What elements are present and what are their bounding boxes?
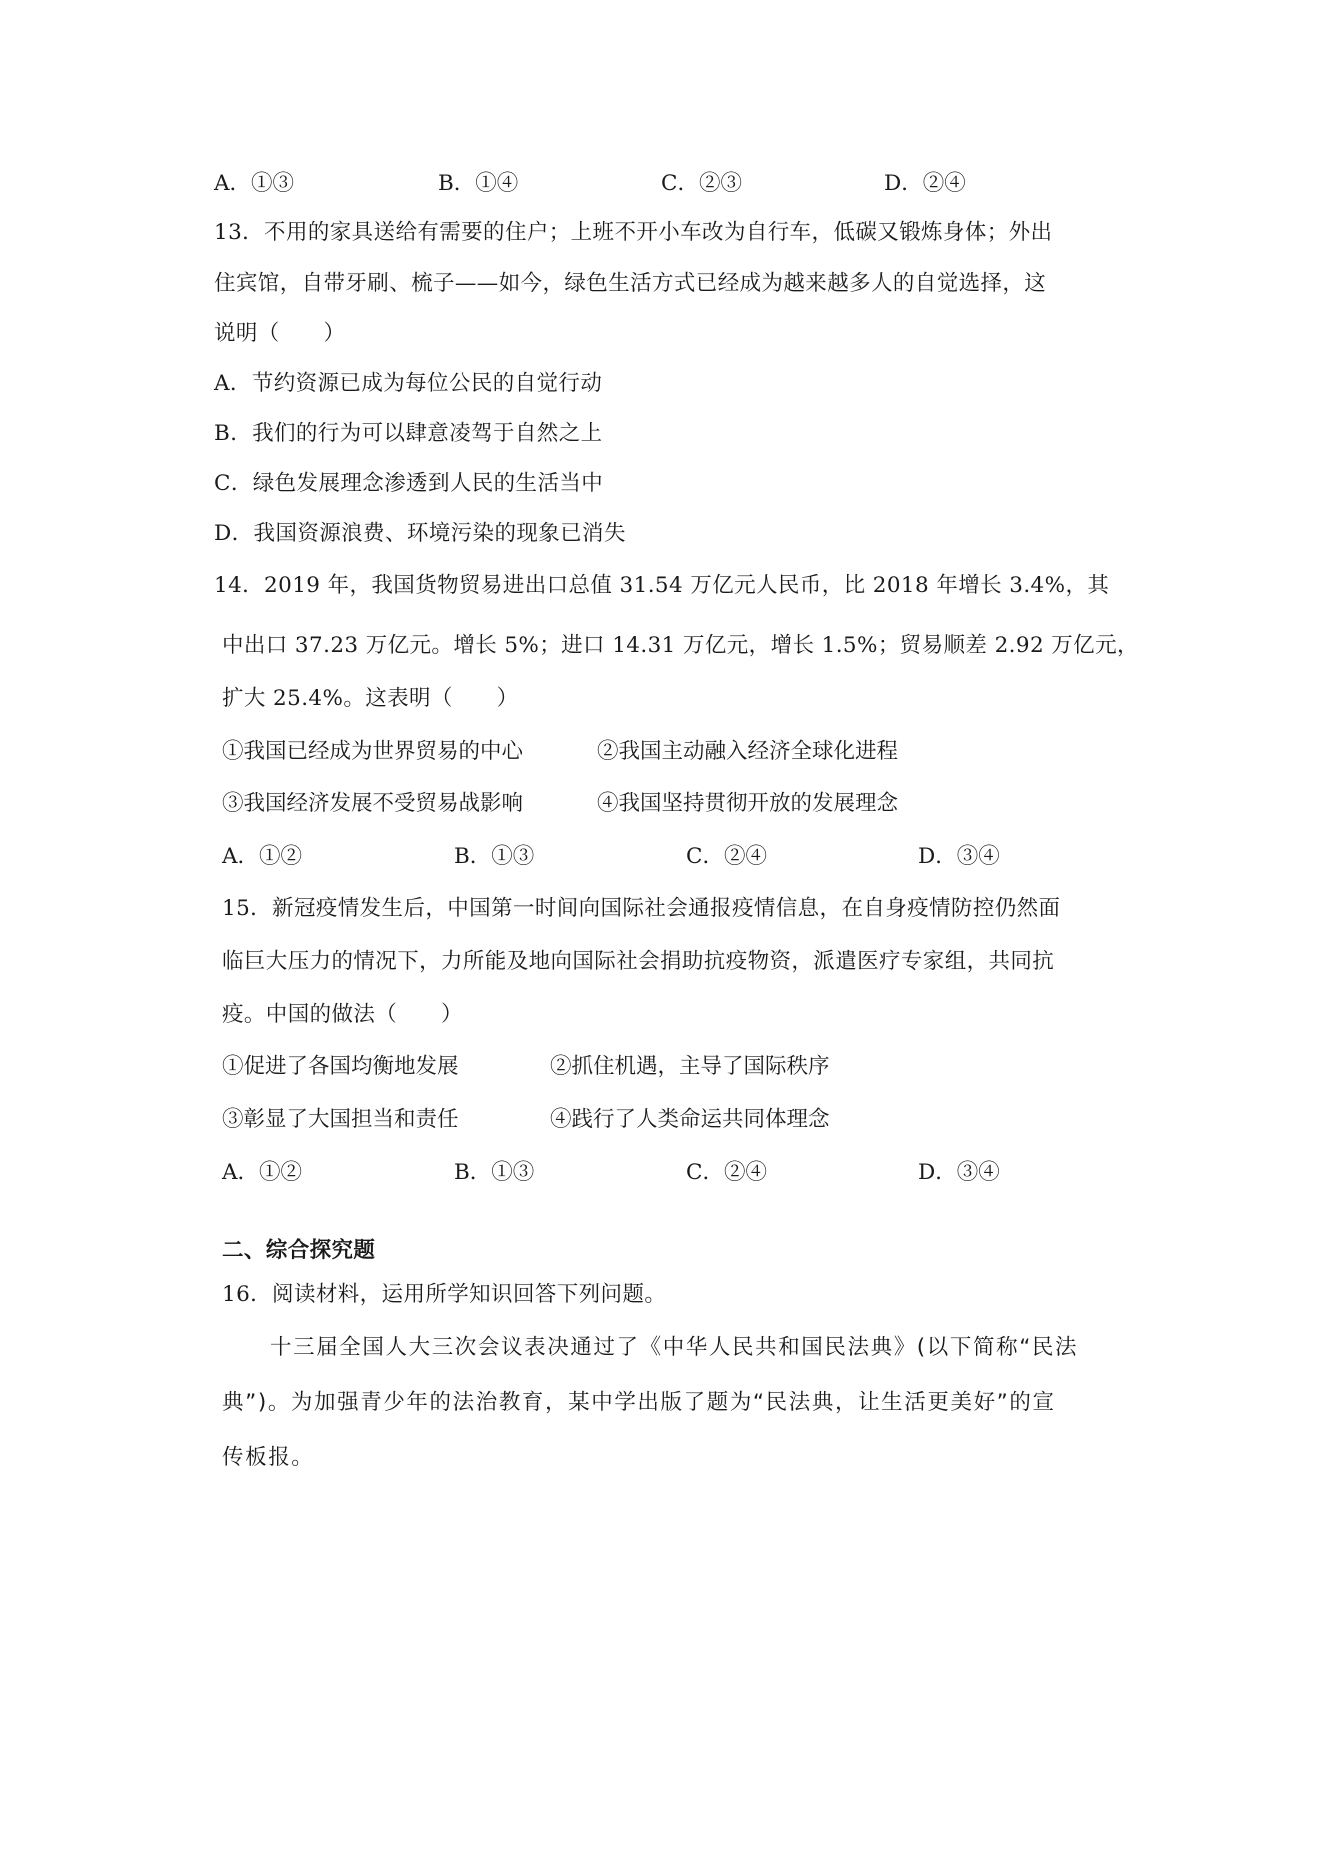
q16-material-line-1: 十三届全国人大三次会议表决通过了《中华人民共和国民法典》(以下简称“民法: [270, 1335, 1079, 1360]
q14-statement-2: ②我国主动融入经济全球化进程: [597, 739, 899, 764]
q15-statement-2: ②抓住机遇，主导了国际秩序: [550, 1054, 830, 1079]
q15-statement-3: ③彰显了大国担当和责任: [222, 1107, 459, 1132]
q14-option-b: B．①③: [454, 844, 535, 869]
q13-option-b: B．我们的行为可以肆意凌驾于自然之上: [214, 421, 603, 446]
q14-stem-line-3: 扩大 25.4%。这表明（ ）: [222, 686, 519, 711]
q13-stem-line-2: 住宾馆，自带牙刷、梳子——如今，绿色生活方式已经成为越来越多人的自觉选择，这: [214, 271, 1047, 296]
q12-option-a: A．①③: [214, 171, 295, 196]
q16-material-line-2: 典”)。为加强青少年的法治教育，某中学出版了题为“民法典，让生活更美好”的宣: [222, 1390, 1056, 1415]
q14-option-c: C．②④: [686, 844, 767, 869]
q15-option-b: B．①③: [454, 1160, 535, 1185]
q16-stem: 16．阅读材料，运用所学知识回答下列问题。: [222, 1282, 667, 1307]
q15-stem-line-3: 疫。中国的做法（ ）: [222, 1002, 463, 1027]
q14-option-a: A．①②: [222, 844, 303, 869]
q12-option-c: C．②③: [661, 171, 742, 196]
q12-option-d: D．②④: [884, 171, 966, 196]
q15-statement-4: ④践行了人类命运共同体理念: [550, 1107, 830, 1132]
q14-statement-1: ①我国已经成为世界贸易的中心: [222, 739, 524, 764]
q14-option-d: D．③④: [918, 844, 1000, 869]
q13-stem-line-3: 说明（ ）: [214, 321, 346, 346]
q15-option-a: A．①②: [222, 1160, 303, 1185]
q13-stem-line-1: 13．不用的家具送给有需要的住户；上班不开小车改为自行车，低碳又锻炼身体；外出: [214, 220, 1053, 245]
q14-stem-line-1: 14．2019 年，我国货物贸易进出口总值 31.54 万亿元人民币，比 2018 年增长 3.4%，其: [214, 573, 1110, 598]
q15-stem-line-1: 15．新冠疫情发生后，中国第一时间向国际社会通报疫情信息，在自身疫情防控仍然面: [222, 896, 1061, 921]
q15-stem-line-2: 临巨大压力的情况下，力所能及地向国际社会捐助抗疫物资，派遣医疗专家组，共同抗: [222, 949, 1055, 974]
q15-statement-1: ①促进了各国均衡地发展: [222, 1054, 459, 1079]
q14-statement-3: ③我国经济发展不受贸易战影响: [222, 791, 524, 816]
q14-statement-4: ④我国坚持贯彻开放的发展理念: [597, 791, 899, 816]
q13-option-d: D．我国资源浪费、环境污染的现象已消失: [214, 521, 626, 546]
q12-option-b: B．①④: [438, 171, 519, 196]
q14-stem-line-2: 中出口 37.23 万亿元。增长 5%；进口 14.31 万亿元，增长 1.5%；贸易顺差 2.92 万亿元，: [222, 633, 1139, 658]
q15-option-c: C．②④: [686, 1160, 767, 1185]
section-heading: 二、综合探究题: [222, 1238, 376, 1263]
q15-option-d: D．③④: [918, 1160, 1000, 1185]
q13-option-a: A．节约资源已成为每位公民的自觉行动: [214, 371, 603, 396]
q13-option-c: C．绿色发展理念渗透到人民的生活当中: [214, 471, 604, 496]
q16-material-line-3: 传板报。: [222, 1445, 315, 1470]
